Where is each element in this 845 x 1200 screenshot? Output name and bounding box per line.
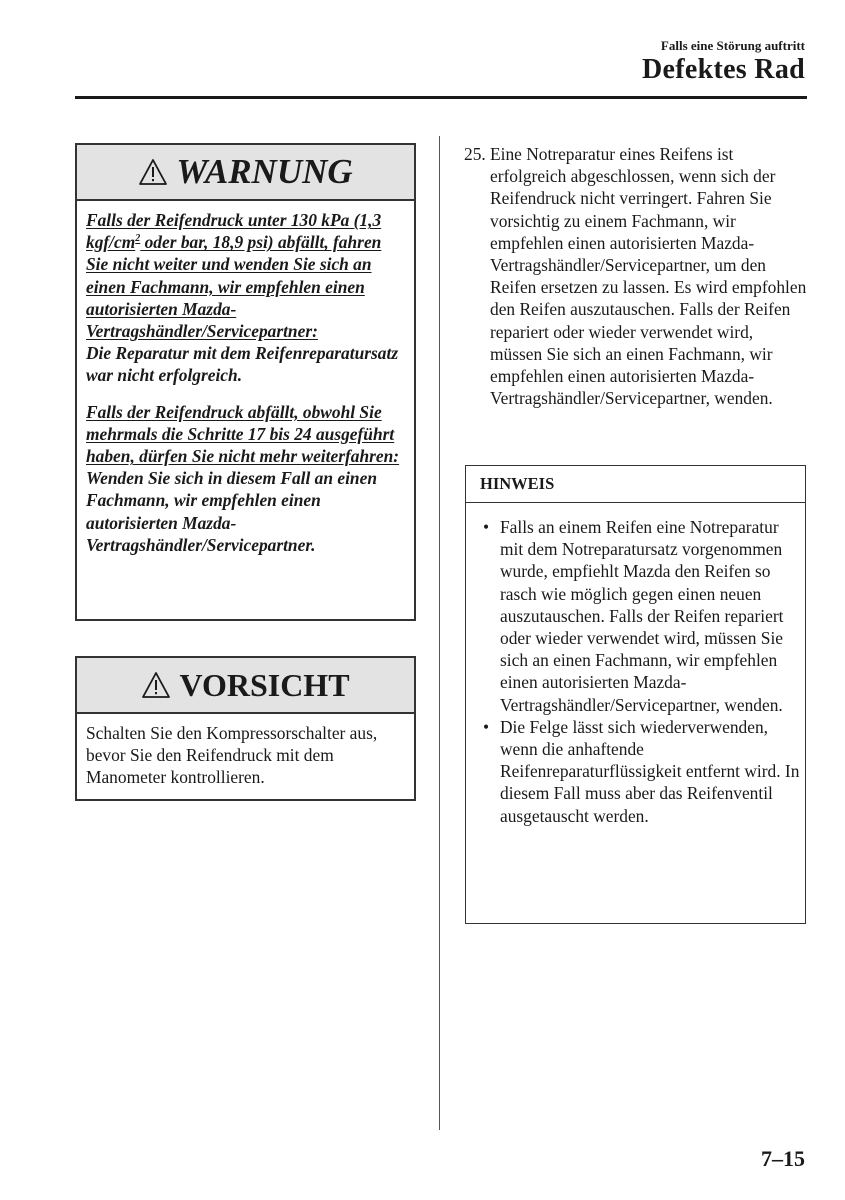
warning-para1-text: Die Reparatur mit dem Reifenreparatursatz war nicht erfolgreich. bbox=[86, 343, 399, 386]
caution-title: VORSICHT bbox=[179, 666, 350, 703]
warning-para1-underlined-cont: oder bar, 18,9 psi) abfällt, fahren Sie nicht weiter und wenden Sie sich an einen Fachmann, wir empfehlen einen autorisierten Mazda-Vertragshändler/Servicepartner: bbox=[86, 232, 382, 342]
note-title: HINWEIS bbox=[466, 466, 805, 503]
caution-box bbox=[75, 656, 416, 801]
caution-header bbox=[77, 658, 414, 714]
header-rule bbox=[75, 96, 807, 99]
page-number: 7–15 bbox=[761, 1146, 805, 1171]
step-25 bbox=[464, 143, 809, 409]
superscript: 2 bbox=[135, 233, 141, 245]
warning-triangle-icon bbox=[141, 671, 171, 699]
warning-para2-underlined: Falls der Reifendruck abfällt, obwohl Sie mehrmals die Schritte 17 bis 24 ausgeführt haben, dürfen Sie nicht mehr weiterfahren: bbox=[86, 401, 400, 467]
warning-para2-text: Wenden Sie sich in diesem Fall an einen Fachmann, wir empfehlen einen autorisierten Mazda-Vertragshändler/Servicepartner. bbox=[86, 468, 377, 555]
list-item bbox=[466, 516, 805, 716]
list-item-text: Falls an einem Reifen eine Notreparatur mit dem Notreparatursatz vorgenommen wurde, empfiehlt Mazda den Reifen so rasch wie möglich gegen einen neuen auszutauschen. Falls der Reifen repariert oder wieder verwendet wird, müssen Sie sich an einen Fachmann, wir empfehlen einen autorisierten Mazda-Vertragshändler/Servicepartner, wenden. bbox=[500, 517, 784, 715]
warning-header bbox=[77, 145, 414, 201]
step-text: Eine Notreparatur eines Reifens ist erfolgreich abgeschlossen, wenn sich der Reifendruck nicht verringert. Fahren Sie vorsichtig zu einem Fachmann, wir empfehlen einen autorisierten Mazda-Vertragshändler/Servicepartner, um den Reifen ersetzen zu lassen. Es wird empfohlen den Reifen auszutauschen. Falls der Reifen repariert oder wieder verwendet wird, müssen Sie sich an einen Fachmann, wir empfehlen einen autorisierten Mazda-Vertragshändler/Servicepartner, wenden. bbox=[490, 144, 807, 409]
warning-para1-underlined: Falls der Reifendruck unter 130 kPa (1,3 kgf/cm bbox=[86, 210, 382, 253]
step-number: 25. bbox=[464, 144, 486, 164]
warning-title: WARNUNG bbox=[176, 152, 353, 191]
bullet: • bbox=[483, 517, 490, 537]
list-item bbox=[466, 716, 805, 827]
column-divider bbox=[439, 136, 440, 1130]
list-item-text: Die Felge lässt sich wiederverwenden, wenn die anhaftende Reifenreparaturflüssigkeit entfernt wird. In diesem Fall muss aber das Reifenventil ausgetauscht werden. bbox=[500, 716, 800, 826]
bullet: • bbox=[483, 716, 490, 737]
warning-body bbox=[77, 201, 414, 556]
note-box bbox=[465, 465, 806, 924]
caution-text: Schalten Sie den Kompressorschalter aus, bevor Sie den Reifendruck mit dem Manometer kontrollieren. bbox=[86, 723, 378, 788]
warning-box bbox=[75, 143, 416, 621]
note-list bbox=[466, 503, 805, 827]
section-label: Falls eine Störung auftritt bbox=[660, 38, 805, 53]
page-title: Defektes Rad bbox=[641, 54, 805, 85]
warning-triangle-icon bbox=[138, 158, 168, 186]
